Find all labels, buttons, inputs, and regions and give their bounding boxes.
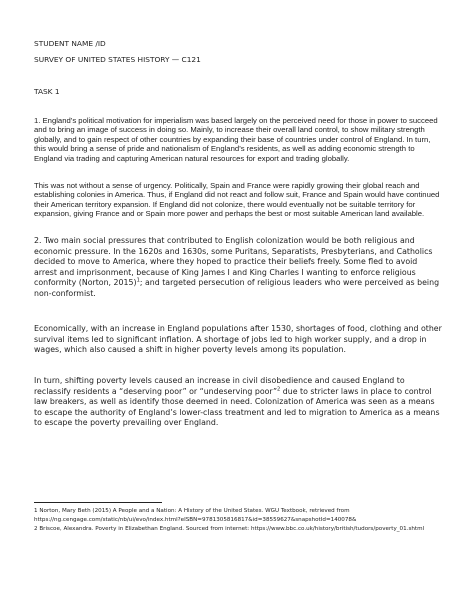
paragraph-urgency: This was not without a sense of urgency. Politically, Spain and France were rapidly growing their global reach and establishing colonies in America. Thus, if England did not react and follow suit, France and Spain would have continued their American territory expansion. If England did not colonize, there would eventually not be suitable territory for expansion, giving France and or Spain more power and perhaps the best or most suitable American land available. — [34, 181, 440, 219]
footnote-separator — [34, 502, 162, 503]
paragraph-economic: Economically, with an increase in England populations after 1530, shortages of food, clothing and other survival items led to significant inflation. A shortage of jobs led to high worker supply, and a drop in wages, which also caused a shift in higher poverty levels among its population. — [34, 324, 442, 355]
paragraph-social-pressures-text: 2. Two main social pressures that contributed to English colonization would be both religious and economic pressure. In the 1620s and 1630s, some Puritans, Separatists, Presbyterians, and Catholics decided to move to America, where they hoped to practice their beliefs freely. Some fled to avoid arrest and imprisonment, because of King James I and King Charles I wanting to enforce religious conformity (Norton, 2015) — [34, 236, 433, 288]
paragraph-social-pressures-tail: ; and targeted persecution of religious leaders who were perceived as being non-conformist. — [34, 278, 440, 298]
student-name-line: STUDENT NAME /ID — [34, 39, 106, 48]
footnote-ref-1: 1 — [136, 277, 140, 284]
footnote-2: 2 Briscoe, Alexandra. Poverty in Elizabethan England. Sourced from internet: https://www.bbc.co.uk/history/british/tudors/poverty_01.shtml — [34, 526, 425, 532]
footnote-1: 1 Norton, Mary Beth (2015) A People and a Nation: A History of the United States. WGU Textbook, retrieved from https://ng.cengage.com/static/nb/ui/evo/index.html?eISBN=9781305816817&id=38559627&snapshotId=140078& — [34, 508, 357, 523]
paragraph-poverty-tail: due to stricter laws in place to control law breakers, as well as identify those deemed in need. Colonization of America was seen as a means to escape the authority of England’s lower-class treatment and led to migration to America as a means to escape the poverty prevailing over England. — [34, 386, 440, 428]
paragraph-political-motivation: 1. England’s political motivation for imperialism was based largely on the perceived need for those in power to succeed and to bring an image of success in doing so. Mainly, to increase their overall land control, to show military strength globally, and to gain respect of other countries by expanding their base of countries under control of England. In turn, this would bring a sense of pride and nationalism of England’s residents, as well as adding economic strength to England via trading and capturing American natural resources for export and trading globally. — [34, 116, 438, 163]
footnote-ref-2: 2 — [277, 385, 281, 392]
paragraph-poverty — [34, 376, 442, 429]
paragraph-poverty-text: In turn, shifting poverty levels caused an increase in civil disobedience and caused England to reclassify residents a “deserving poor” or “undeserving poor” — [34, 376, 405, 396]
course-title-line: SURVEY OF UNITED STATES HISTORY — C121 — [34, 55, 201, 64]
paragraph-social-pressures — [34, 236, 442, 300]
task-heading: TASK 1 — [34, 87, 60, 96]
